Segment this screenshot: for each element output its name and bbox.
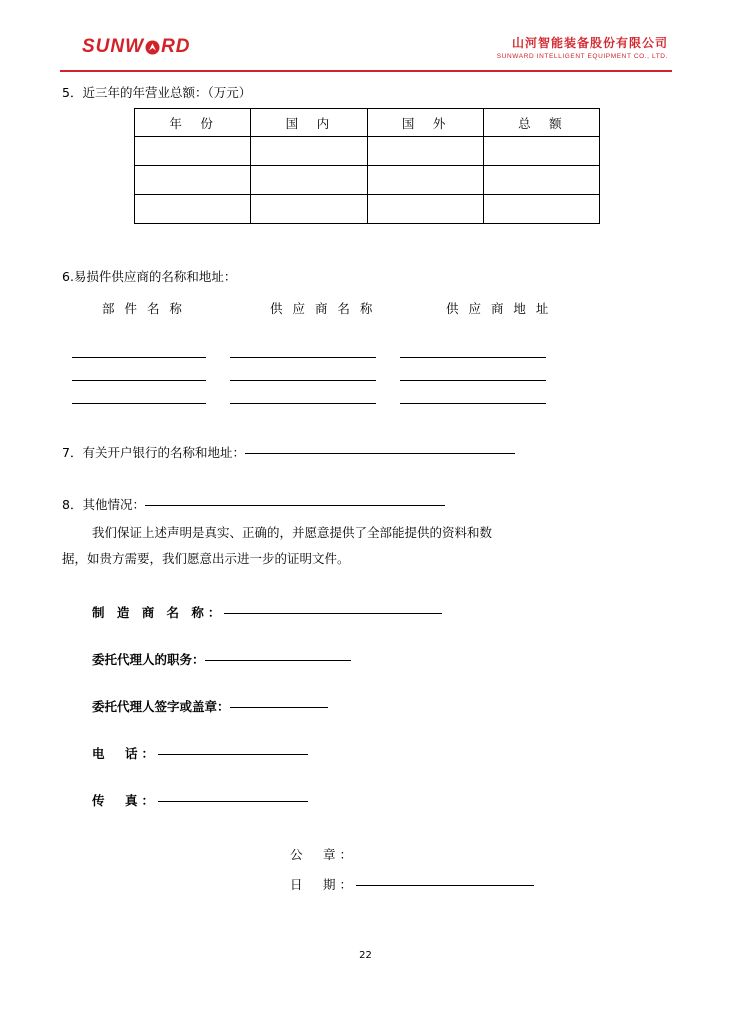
stamp-block [290,840,534,900]
blank-field-supplier[interactable] [230,403,376,404]
column-header-supplier-address: 供 应 商 地 址 [446,301,552,316]
logo-arrow-icon [145,40,160,55]
company-name-cn: 山河智能装备股份有限公司 [511,36,668,50]
section-8-row [62,495,445,515]
table-cell[interactable] [251,137,367,166]
table-header-row [135,109,600,137]
blank-row [72,335,632,358]
phone-row [92,744,652,763]
company-name-block [497,34,668,60]
seal-row [290,840,534,870]
table-header-domestic: 国 内 [251,109,367,137]
agent-signature-row [92,697,652,716]
agent-title-blank[interactable] [205,660,351,661]
section-7-title: 7．有关开户银行的名称和地址： [62,445,245,460]
fax-blank[interactable] [158,801,308,802]
date-label: 日 期： [290,877,357,892]
phone-label: 电 话： [92,746,159,761]
phone-blank[interactable] [158,754,308,755]
table-cell[interactable] [483,166,599,195]
blank-field-part[interactable] [72,357,206,358]
other-info-blank[interactable] [145,505,445,506]
agent-title-label: 委托代理人的职务： [92,652,205,667]
page-number: 22 [359,950,372,961]
table-cell[interactable] [135,137,251,166]
agent-signature-label: 委托代理人签字或盖章： [92,699,230,714]
section-6-title: 6.易损件供应商的名称和地址： [62,269,237,284]
agent-signature-blank[interactable] [230,707,328,708]
page-header [60,34,672,70]
table-cell[interactable] [367,166,483,195]
agent-title-row [92,650,652,669]
table-header-year: 年 份 [135,109,251,137]
blank-row [72,358,632,381]
blank-field-supplier[interactable] [230,380,376,381]
date-blank[interactable] [356,885,534,886]
logo-text-left: SUNW [82,36,145,57]
signature-block [92,603,652,838]
manufacturer-blank[interactable] [224,613,442,614]
section-5-title: 5．近三年的年营业总额：（万元） [62,85,252,100]
section-7-row [62,443,515,463]
fax-row [92,791,652,810]
header-divider [60,70,672,72]
blank-field-address[interactable] [400,403,546,404]
blank-field-part[interactable] [72,403,206,404]
section-8-title: 8．其他情况： [62,497,145,512]
table-cell[interactable] [135,166,251,195]
table-row[interactable] [135,166,600,195]
table-cell[interactable] [367,137,483,166]
statement-line-1: 我们保证上述声明是真实、正确的，并愿意提供了全部能提供的资料和数 [92,525,493,540]
section-6-column-headers [102,299,642,317]
table-cell[interactable] [483,137,599,166]
blank-field-address[interactable] [400,380,546,381]
statement-line-2: 据，如贵方需要，我们愿意出示进一步的证明文件。 [62,551,350,566]
date-row [290,870,534,900]
fax-label: 传 真： [92,793,159,808]
table-header-overseas: 国 外 [367,109,483,137]
manufacturer-row [92,603,652,622]
seal-label: 公 章： [290,847,357,862]
table-cell[interactable] [135,195,251,224]
section-6-blank-grid [72,335,632,404]
column-header-supplier-name: 供 应 商 名 称 [270,301,376,316]
sunward-logo [82,36,191,58]
blank-field-address[interactable] [400,357,546,358]
manufacturer-label: 制 造 商 名 称： [92,605,225,620]
table-header-total: 总 额 [483,109,599,137]
table-cell[interactable] [251,195,367,224]
table-cell[interactable] [483,195,599,224]
blank-field-part[interactable] [72,380,206,381]
logo-text-right: RD [161,36,191,57]
company-name-en: SUNWARD INTELLIGENT EQUIPMENT CO., LTD. [496,53,668,60]
column-header-part-name: 部 件 名 称 [102,301,185,316]
blank-row [72,381,632,404]
revenue-table [134,108,600,224]
bank-info-blank[interactable] [245,453,515,454]
table-cell[interactable] [367,195,483,224]
table-cell[interactable] [251,166,367,195]
table-row[interactable] [135,195,600,224]
blank-field-supplier[interactable] [230,357,376,358]
table-row[interactable] [135,137,600,166]
